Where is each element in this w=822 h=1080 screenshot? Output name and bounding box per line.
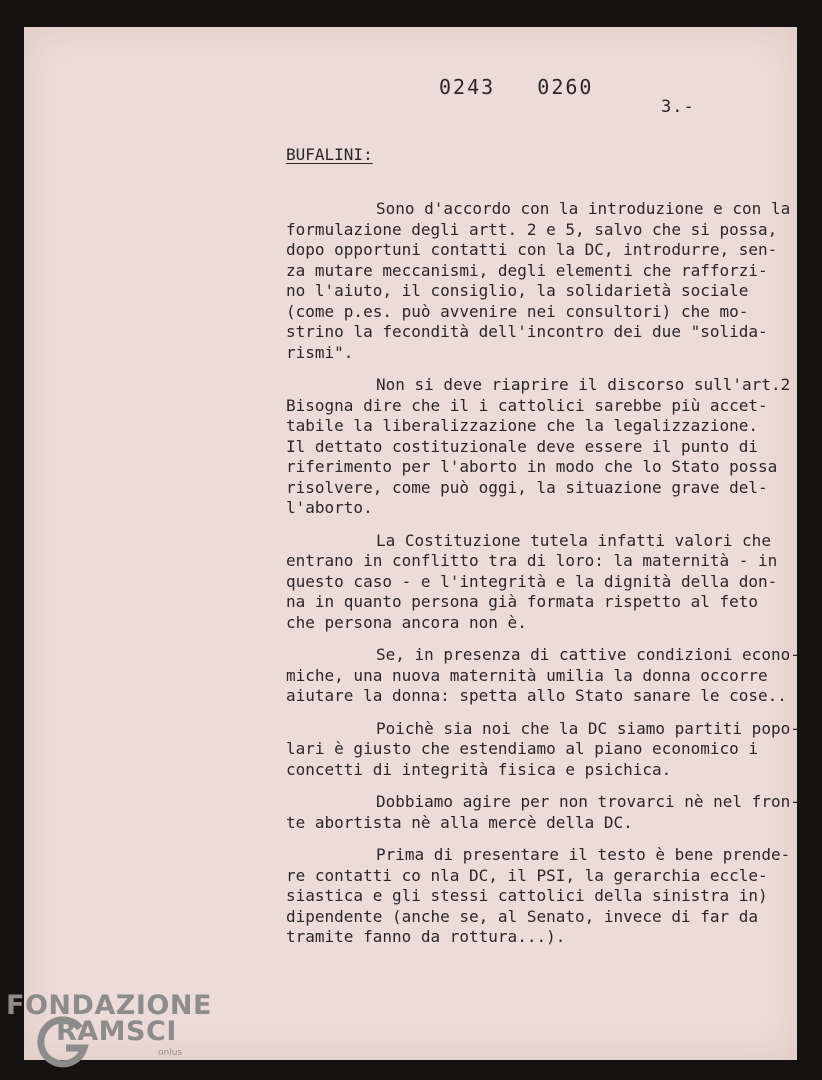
text-line: Dobbiamo agire per non trovarci nè nel fron- [376, 792, 800, 811]
text-line: Se, in presenza di cattive condizioni econo- [376, 645, 800, 664]
paragraph [286, 645, 800, 707]
text-line: lari è giusto che estendiamo al piano economico i [286, 739, 759, 758]
text-line: (come p.es. può avvenire nei consultori) che mo- [286, 301, 749, 321]
speaker-heading: BUFALINI: [286, 145, 373, 164]
text-line: Poichè sia noi che la DC siamo partiti popo- [376, 718, 800, 738]
text-line: Il dettato costituzionale deve essere il punto di [286, 436, 759, 456]
document-page [24, 27, 800, 1060]
paragraph [286, 792, 800, 833]
text-line: tabile la liberalizzazione che la legalizzazione. [286, 416, 759, 435]
page-codes: 0243 0260 [439, 75, 594, 99]
paragraph [286, 845, 791, 948]
text-line: entrano in conflitto tra di loro: la maternità - in [286, 551, 778, 570]
paragraph [286, 199, 791, 363]
text-line: za mutare meccanismi, degli elementi che rafforzi- [286, 260, 768, 280]
text-line: che persona ancora non è. [286, 612, 527, 632]
text-line: Bisogna dire che il i cattolici sarebbe più accet- [286, 395, 768, 415]
text-line: siastica e gli stessi cattolici della sinistra in) [286, 886, 768, 905]
text-line: re contatti co nla DC, il PSI, la gerarchia eccle- [286, 865, 768, 885]
text-line: Non si deve riaprire il discorso sull'art.2 [376, 375, 791, 394]
text-line: l'aborto. [286, 498, 373, 517]
fondazione-gramsci-watermark [6, 990, 212, 1075]
text-line: dopo opportuni contatti con la DC, introdurre, sen- [286, 240, 778, 259]
text-line: risolvere, come può oggi, la situazione grave del- [286, 477, 768, 497]
text-line: formulazione degli artt. 2 e 5, salvo che si possa, [286, 219, 778, 239]
text-line: dipendente (anche se, al Senato, invece di far da [286, 906, 759, 926]
text-line: aiutare la donna: spetta allo Stato sanare le cose.. [286, 686, 787, 705]
watermark-line-2: RAMSCI [56, 1016, 177, 1047]
text-line: concetti di integrità fisica e psichica. [286, 759, 672, 779]
watermark-line-1: FONDAZIONE [6, 990, 212, 1021]
text-line: Prima di presentare il testo è bene prende- [376, 845, 791, 864]
text-line: no l'aiuto, il consiglio, la solidarietà sociale [286, 281, 749, 300]
text-line: te abortista nè alla mercè della DC. [286, 812, 633, 832]
text-line: strino la fecondità dell'incontro dei due "solida- [286, 322, 768, 341]
paragraph [286, 718, 800, 781]
body-text [286, 199, 800, 960]
page-number: 3.- [661, 97, 695, 117]
text-line: na in quanto persona già formata rispetto al feto [286, 592, 759, 611]
text-line: tramite fanno da rottura...). [286, 927, 566, 946]
paragraph [286, 531, 791, 634]
text-line: rismi". [286, 342, 354, 362]
text-line: Sono d'accordo con la introduzione e con la [376, 199, 791, 218]
text-line: La Costituzione tutela infatti valori che [376, 530, 771, 550]
text-line: riferimento per l'aborto in modo che lo Stato possa [286, 457, 778, 476]
paragraph [286, 375, 791, 519]
text-line: questo caso - e l'integrità e la dignità della don- [286, 571, 778, 591]
watermark-line-3: onlus [158, 1048, 183, 1058]
text-line: miche, una nuova maternità umilia la donna occorre [286, 665, 768, 685]
